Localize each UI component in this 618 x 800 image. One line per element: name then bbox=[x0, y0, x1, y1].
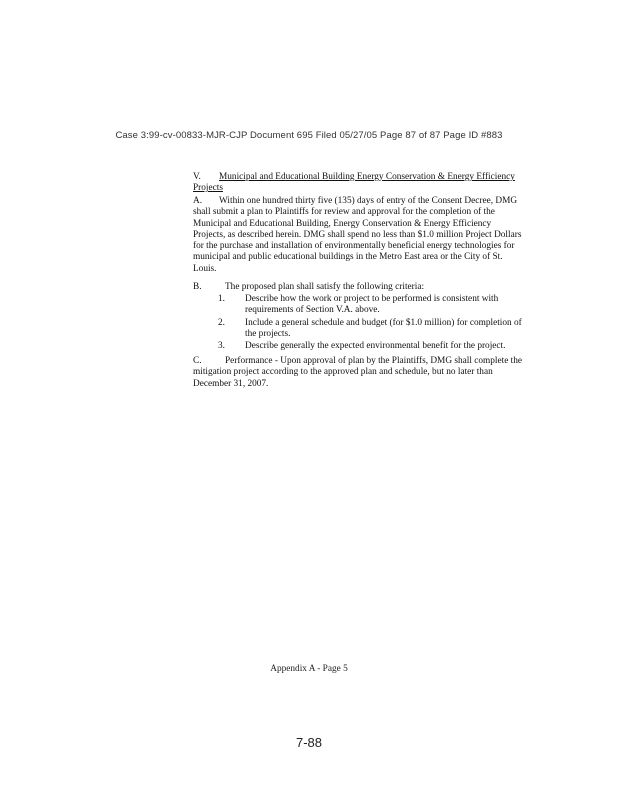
section-title: Municipal and Educational Building Energy Conservation & Energy Efficiency Projects bbox=[193, 172, 515, 194]
list-item-number: 1. bbox=[218, 294, 225, 304]
paragraph-a-text: Within one hundred thirty five (135) days of entry of the Consent Decree, DMG shall submit a plan to Plaintiffs for review and approval for the completion of the Municipal and Educational Building, Energy Conservation & Energy Efficiency Projects, as described herein. DMG shall spend no less than $1.0 million Project Dollars for the purchase and installation of environmentally beneficial energy technologies for municipal and public educational buildings in the Metro East area or the City of St. Louis. bbox=[193, 196, 522, 274]
paragraph-b bbox=[193, 282, 525, 293]
page-number: 7-88 bbox=[295, 735, 323, 750]
list-item-text: Describe generally the expected environmental benefit for the project. bbox=[245, 341, 506, 352]
paragraph-a bbox=[193, 196, 525, 275]
appendix-footer: Appendix A - Page 5 bbox=[270, 664, 348, 674]
list-item bbox=[218, 341, 526, 352]
list-item-number: 2. bbox=[218, 317, 225, 328]
list-item bbox=[218, 318, 526, 341]
paragraph-b-label: B. bbox=[193, 282, 202, 292]
list-item-text: Describe how the work or project to be performed is consistent with requirements of Section V.A. above. bbox=[245, 294, 499, 316]
list-item bbox=[218, 294, 526, 317]
criteria-list bbox=[218, 294, 526, 353]
paragraph-c-text: Performance - Upon approval of plan by the Plaintiffs, DMG shall complete the mitigation project according to the approved plan and schedule, but no later than December 31, 2007. bbox=[193, 356, 522, 389]
paragraph-c bbox=[193, 356, 525, 390]
list-item-number: 3. bbox=[218, 341, 225, 352]
paragraph-b-text: The proposed plan shall satisfy the following criteria: bbox=[225, 282, 425, 292]
paragraph-a-label: A. bbox=[193, 196, 203, 206]
list-item-text: Include a general schedule and budget (for $1.0 million) for completion of the projects. bbox=[245, 317, 522, 339]
section-number: V. bbox=[193, 172, 201, 182]
section-heading bbox=[193, 172, 525, 195]
paragraph-c-label: C. bbox=[193, 356, 202, 366]
case-header: Case 3:99-cv-00833-MJR-CJP Document 695 Filed 05/27/05 Page 87 of 87 Page ID #883 bbox=[115, 130, 503, 141]
